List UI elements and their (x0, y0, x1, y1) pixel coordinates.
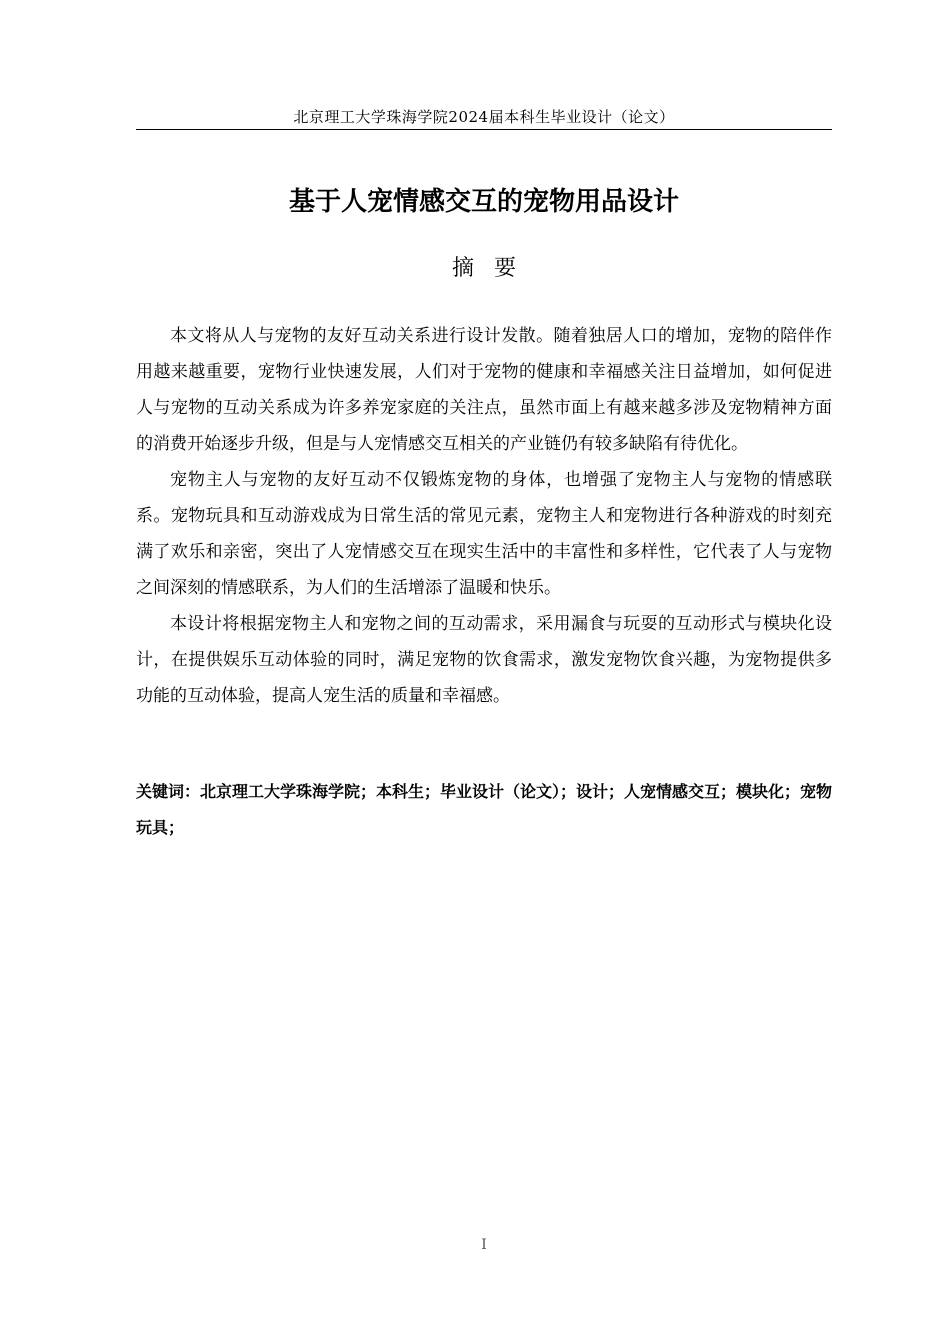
abstract-heading: 摘要 (451, 256, 536, 281)
running-header: 北京理工大学珠海学院2024届本科生毕业设计（论文） (293, 108, 675, 126)
header-rule (136, 129, 832, 130)
abstract-body (136, 318, 832, 714)
abstract-paragraph-3: 本设计将根据宠物主人和宠物之间的互动需求，采用漏食与玩耍的互动形式与模块化设计，在提供娱乐互动体验的同时，满足宠物的饮食需求，激发宠物饮食兴趣，为宠物提供多功能的互动体验，提高人宠生活的质量和幸福感。 (136, 614, 832, 706)
page-number: I (481, 1237, 487, 1253)
page-title: 基于人宠情感交互的宠物用品设计 (288, 187, 679, 217)
abstract-paragraph-1: 本文将从人与宠物的友好互动关系进行设计发散。随着独居人口的增加，宠物的陪伴作用越来越重要，宠物行业快速发展，人们对于宠物的健康和幸福感关注日益增加，如何促进人与宠物的互动关系成为许多养宠家庭的关注点，虽然市面上有越来越多涉及宠物精神方面的消费开始逐步升级，但是与人宠情感交互相关的产业链仍有较多缺陷有待优化。 (136, 326, 832, 454)
keywords: 关键词：北京理工大学珠海学院；本科生；毕业设计（论文）；设计；人宠情感交互；模块化；宠物玩具； (136, 782, 833, 837)
abstract-paragraph-2: 宠物主人与宠物的友好互动不仅锻炼宠物的身体，也增强了宠物主人与宠物的情感联系。宠物玩具和互动游戏成为日常生活的常见元素，宠物主人和宠物进行各种游戏的时刻充满了欢乐和亲密，突出了人宠情感交互在现实生活中的丰富性和多样性，它代表了人与宠物之间深刻的情感联系，为人们的生活增添了温暖和快乐。 (136, 470, 832, 598)
